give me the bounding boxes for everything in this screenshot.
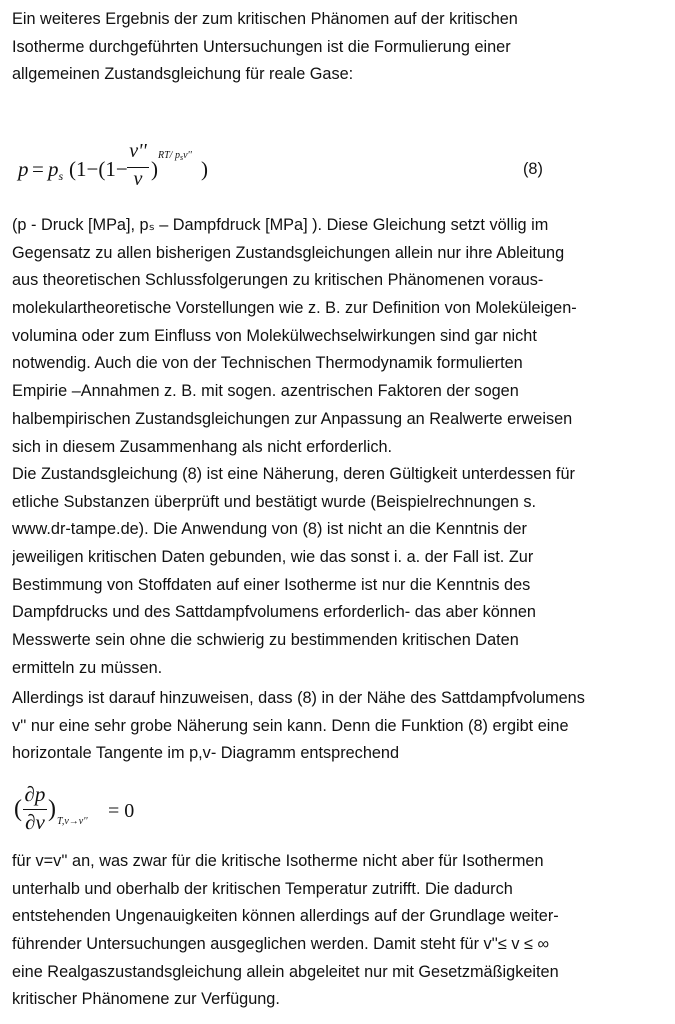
equation-close-inner: ) — [151, 157, 158, 181]
text-line: kritischer Phänomene zur Verfügung. — [12, 990, 280, 1009]
text-line: für v=v'' an, was zwar für die kritische Isotherme nicht aber für Isothermen — [12, 852, 544, 870]
text-line: führender Untersuchungen ausgeglichen werden. Damit steht für v''≤ v ≤ ∞ — [12, 935, 550, 954]
derivative-close: ) — [48, 796, 56, 822]
text-line: etliche Substanzen überprüft und bestätigt wurde (Beispielrechnungen s. — [12, 492, 537, 511]
text-line: entstehenden Ungenauigkeiten können allerdings auf der Grundlage weiter- — [12, 907, 559, 926]
text-line: molekulartheoretische Vorstellungen wie z. B. zur Definition von Moleküleigen- — [12, 299, 577, 318]
text-line: Messwerte sein ohne die schwierig zu bestimmenden kritischen Daten — [12, 631, 519, 650]
paragraph-explanation — [12, 212, 664, 461]
equation-derivative — [0, 782, 300, 842]
text-line: halbempirischen Zustandsgleichungen zur Anpassung an Realwerte erweisen — [12, 409, 573, 428]
text-line: notwendig. Auch die von der Technischen Thermodynamik formulierten — [12, 354, 523, 373]
equation-lhs: p — [18, 157, 29, 181]
text-line: Ein weiteres Ergebnis der zum kritischen Phänomen auf der kritischen — [12, 10, 518, 28]
equation-ps: ps — [48, 157, 64, 183]
paragraph-limitation — [12, 685, 664, 768]
derivative-subscript: T,v→v'' — [57, 816, 88, 827]
equation-exponent: RT/ $p_sv''$ — [158, 150, 192, 162]
text-line: Die Zustandsgleichung (8) ist eine Näherung, deren Gültigkeit unterdessen für — [12, 465, 575, 483]
paragraph-conclusion — [12, 848, 664, 1014]
fraction-numerator: v'' — [129, 140, 147, 162]
equation-8 — [0, 140, 675, 200]
equation-open: (1−(1− — [69, 157, 128, 181]
text-line: v'' nur eine sehr grobe Näherung sein kann. Denn die Funktion (8) ergibt eine — [12, 716, 569, 735]
equation-fraction — [127, 140, 149, 196]
derivative-denominator: ∂v — [25, 810, 45, 834]
text-line: jeweiligen kritischen Daten gebunden, wie das sonst i. a. der Fall ist. Zur — [12, 548, 534, 567]
text-line: Bestimmung von Stoffdaten auf einer Isotherme ist nur die Kenntnis des — [12, 575, 531, 594]
text-line: Empirie –Annahmen z. B. mit sogen. azentrischen Faktoren der sogen — [12, 382, 519, 401]
equation-number: (8) — [523, 160, 543, 178]
fraction-denominator: v — [133, 168, 143, 190]
text-line: Gegensatz zu allen bisherigen Zustandsgleichungen allein nur ihre Ableitung — [12, 243, 565, 262]
paragraph-intro — [12, 6, 664, 89]
text-line: sich in diesem Zusammenhang als nicht erforderlich. — [12, 437, 393, 456]
text-line: Dampfdrucks und des Sattdampfvolumens erforderlich- das aber können — [12, 603, 536, 622]
equation-equals: = — [32, 157, 44, 181]
equation-close-outer: ) — [201, 157, 208, 181]
text-line: allgemeinen Zustandsgleichung für reale Gase: — [12, 65, 354, 84]
text-line: (p - Druck [MPa], pₛ – Dampfdruck [MPa] ). Diese Gleichung setzt völlig im — [12, 216, 549, 234]
text-line: Isotherme durchgeführten Untersuchungen ist die Formulierung einer — [12, 37, 511, 56]
text-line: volumina oder zum Einfluss von Molekülwechselwirkungen sind gar nicht — [12, 326, 537, 345]
text-line: unterhalb und oberhalb der kritischen Temperatur zutrifft. Die dadurch — [12, 879, 513, 898]
derivative-numerator: ∂p — [24, 782, 46, 806]
text-line: horizontale Tangente im p,v- Diagramm entsprechend — [12, 744, 400, 763]
text-line: ermitteln zu müssen. — [12, 658, 163, 677]
text-line: aus theoretischen Schlussfolgerungen zu kritischen Phänomenen voraus- — [12, 271, 544, 290]
derivative-rhs: = 0 — [108, 800, 135, 822]
derivative-fraction — [23, 782, 47, 838]
text-line: Allerdings ist darauf hinzuweisen, dass (8) in der Nähe des Sattdampfvolumens — [12, 689, 585, 707]
derivative-open: ( — [14, 796, 22, 822]
text-line: eine Realgaszustandsgleichung allein abgeleitet nur mit Gesetzmäßigkeiten — [12, 962, 559, 981]
text-line: www.dr-tampe.de). Die Anwendung von (8) ist nicht an die Kenntnis der — [12, 520, 527, 539]
paragraph-approximation — [12, 461, 664, 683]
